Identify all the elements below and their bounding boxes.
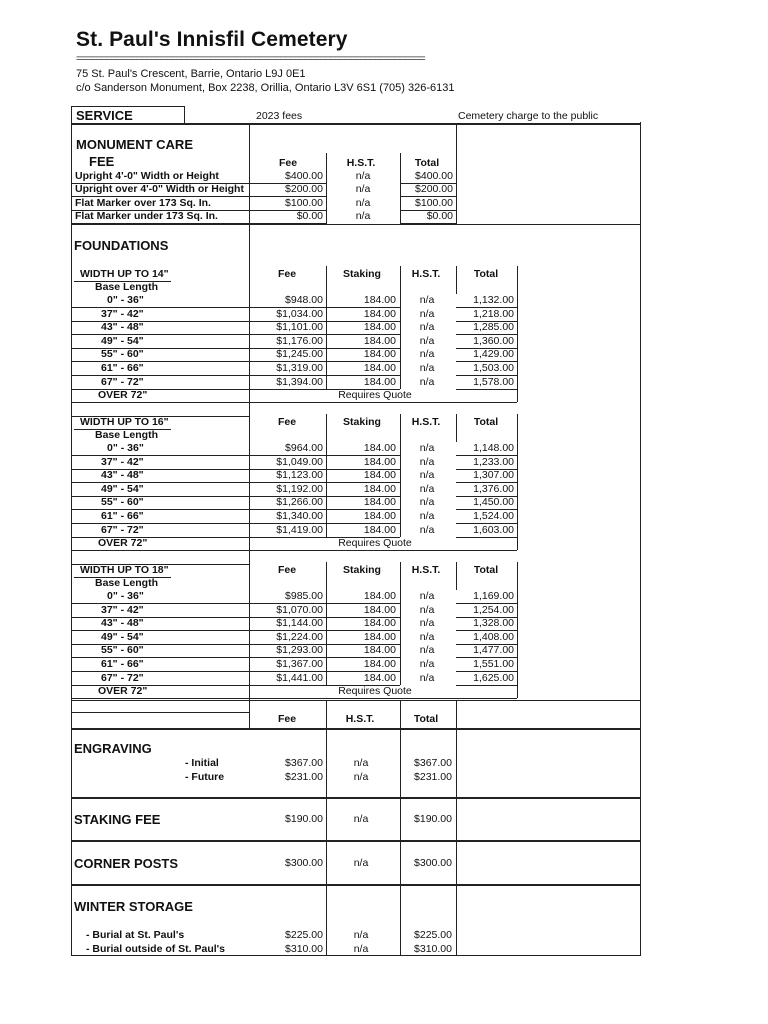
table-rule: [400, 590, 401, 685]
section-divider: [71, 728, 640, 730]
foundation-fee: $1,367.00: [276, 658, 323, 670]
foundation-range: 61" - 66": [101, 510, 144, 522]
foundation-range: 49" - 54": [101, 482, 144, 495]
foundation-staking-col: Staking: [343, 416, 381, 428]
corner-fee: $300.00: [285, 857, 323, 869]
foundation-hst: n/a: [419, 671, 435, 684]
winter-row-label: - Burial outside of St. Paul's: [86, 943, 226, 955]
foundation-fee: $1,070.00: [276, 603, 323, 616]
foundation-total: 1,218.00: [473, 307, 514, 320]
foundation-hst: n/a: [419, 603, 435, 616]
monument-total: $100.00: [415, 197, 453, 209]
table-rule: [400, 153, 401, 169]
foundation-hst: n/a: [419, 658, 435, 670]
monument-total: $400.00: [415, 170, 453, 182]
winter-fee: $310.00: [285, 943, 323, 955]
foundation-staking: 184.00: [363, 321, 396, 334]
foundation-total: 1,477.00: [473, 644, 514, 657]
foundation-range: 55" - 60": [101, 348, 144, 361]
table-rule: [71, 106, 184, 107]
table-rule: [400, 169, 401, 224]
foundation-staking: 184.00: [363, 455, 396, 468]
foundation-hst: n/a: [419, 348, 435, 361]
winter-row-label: - Burial at St. Paul's: [86, 929, 185, 941]
winter-storage-title: WINTER STORAGE: [74, 899, 193, 914]
engraving-hst: n/a: [353, 771, 369, 783]
winter-hst: n/a: [353, 943, 369, 955]
table-rule: [326, 562, 327, 590]
foundation-fee: $1,340.00: [276, 510, 323, 522]
base-length-label: Base Length: [95, 577, 159, 589]
foundation-staking: 184.00: [363, 362, 396, 374]
table-rule: [326, 169, 327, 224]
monument-row-label: Upright 4'-0" Width or Height: [75, 170, 219, 182]
monument-row-label: Upright over 4'-0" Width or Height: [75, 183, 244, 195]
staking-fee: $190.00: [285, 813, 323, 825]
foundation-hst: n/a: [419, 307, 435, 320]
foundation-range: 43" - 48": [101, 617, 144, 630]
table-rule: [400, 562, 401, 590]
contact-address: c/o Sanderson Monument, Box 2238, Orillia, Ontario L3V 6S1 (705) 326-6131: [76, 82, 455, 94]
table-rule: [71, 224, 640, 225]
foundation-hst: n/a: [419, 455, 435, 468]
foundation-fee: $1,034.00: [276, 307, 323, 320]
foundation-total: 1,169.00: [473, 590, 514, 602]
foundation-total: 1,524.00: [473, 510, 514, 522]
foundation-range: 37" - 42": [101, 603, 144, 616]
foundation-fee: $964.00: [285, 442, 323, 454]
foundation-fee: $1,266.00: [276, 496, 323, 509]
foundation-total: 1,254.00: [473, 603, 514, 616]
base-length-label: Base Length: [95, 281, 159, 293]
document-title: St. Paul's Innisfil Cemetery: [76, 28, 348, 51]
table-rule: [400, 294, 401, 389]
table-rule: [517, 414, 518, 442]
engraving-row-label: - Future: [185, 771, 225, 783]
foundation-hst: n/a: [419, 294, 435, 306]
foundation-fee: $1,123.00: [276, 469, 323, 482]
foundation-total: 1,307.00: [473, 469, 514, 482]
table-rule: [326, 153, 327, 169]
foundation-staking: 184.00: [363, 644, 396, 657]
foundation-fee: $1,394.00: [276, 375, 323, 388]
table-rule: [400, 700, 401, 956]
foundation-staking: 184.00: [363, 617, 396, 630]
monument-hst: n/a: [355, 183, 371, 195]
table-rule: [71, 550, 517, 551]
foundation-staking: 184.00: [363, 496, 396, 509]
foundation-hst: n/a: [419, 617, 435, 630]
fees-year-header: 2023 fees: [256, 110, 303, 122]
corner-hst: n/a: [353, 857, 369, 869]
base-length-label: Base Length: [95, 429, 159, 441]
monument-total-col: Total: [414, 157, 440, 169]
section-divider: [71, 123, 640, 125]
table-rule: [400, 442, 401, 537]
foundation-total: 1,148.00: [473, 442, 514, 454]
foundation-range: 49" - 54": [101, 334, 144, 347]
foundation-fee: $1,441.00: [276, 671, 323, 684]
table-rule: [71, 955, 640, 956]
table-rule: [456, 266, 457, 294]
monument-fee: $200.00: [285, 183, 323, 195]
foundation-range: 67" - 72": [101, 671, 144, 684]
foundation-range: 61" - 66": [101, 362, 144, 374]
foundation-total: 1,360.00: [473, 334, 514, 347]
foundation-fee: $1,049.00: [276, 455, 323, 468]
foundation-total: 1,328.00: [473, 617, 514, 630]
foundation-total: 1,450.00: [473, 496, 514, 509]
table-rule: [517, 294, 518, 402]
table-rule: [456, 562, 457, 590]
foundation-total: 1,625.00: [473, 671, 514, 684]
table-rule: [456, 389, 517, 390]
foundation-range: 43" - 48": [101, 321, 144, 334]
cemetery-address: 75 St. Paul's Crescent, Barrie, Ontario L9J 0E1: [76, 68, 306, 80]
foundation-staking: 184.00: [363, 294, 396, 306]
foundation-fee: $1,319.00: [276, 362, 323, 374]
service-header: SERVICE: [76, 108, 133, 123]
table-rule: [326, 266, 327, 294]
foundation-fee: $1,101.00: [276, 321, 323, 334]
monument-fee-col: Fee: [278, 157, 298, 169]
monument-care-fee-title: FEE: [89, 154, 115, 169]
winter-fee: $225.00: [285, 929, 323, 941]
foundation-total: 1,233.00: [473, 455, 514, 468]
foundation-hst: n/a: [419, 321, 435, 334]
foundation-fee-col: Fee: [277, 268, 297, 280]
foundation-total: 1,285.00: [473, 321, 514, 334]
foundation-fee: $1,176.00: [276, 334, 323, 347]
table-rule: [456, 700, 457, 956]
requires-quote: Requires Quote: [338, 685, 412, 698]
engraving-total: $367.00: [414, 757, 452, 769]
foundation-width-label: WIDTH UP TO 14": [80, 268, 169, 280]
foundation-range: 67" - 72": [101, 523, 144, 536]
foundation-hst-col: H.S.T.: [411, 564, 441, 576]
monument-total: $0.00: [426, 210, 453, 222]
foundation-fee: $1,245.00: [276, 348, 323, 361]
public-charge-header: Cemetery charge to the public: [458, 110, 599, 122]
foundation-total: 1,429.00: [473, 348, 514, 361]
winter-total: $310.00: [414, 943, 452, 955]
engraving-hst: n/a: [353, 757, 369, 769]
table-rule: [517, 562, 518, 590]
lower-total-col: Total: [413, 713, 439, 725]
foundation-range: 43" - 48": [101, 469, 144, 482]
table-rule: [71, 712, 249, 713]
foundation-fee: $1,192.00: [276, 482, 323, 495]
winter-total: $225.00: [414, 929, 452, 941]
table-rule: [517, 266, 518, 294]
foundation-staking: 184.00: [363, 671, 396, 684]
foundation-range: 67" - 72": [101, 375, 144, 388]
foundation-hst-col: H.S.T.: [411, 416, 441, 428]
table-rule: [326, 414, 327, 442]
table-rule: [184, 106, 185, 123]
section-divider: [71, 840, 640, 842]
staking-fee-title: STAKING FEE: [74, 812, 161, 827]
foundation-total-col: Total: [473, 268, 499, 280]
foundation-staking: 184.00: [363, 482, 396, 495]
monument-hst: n/a: [355, 170, 371, 182]
foundation-staking: 184.00: [363, 590, 396, 602]
table-rule: [400, 414, 401, 442]
over-72-label: OVER 72": [98, 537, 148, 550]
foundation-staking: 184.00: [363, 442, 396, 454]
over-72-label: OVER 72": [98, 685, 148, 698]
foundation-total-col: Total: [473, 416, 499, 428]
foundation-range: 55" - 60": [101, 644, 144, 657]
table-rule: [640, 122, 641, 956]
winter-hst: n/a: [353, 929, 369, 941]
monument-hst: n/a: [355, 210, 371, 222]
foundation-fee: $1,144.00: [276, 617, 323, 630]
foundation-staking: 184.00: [363, 630, 396, 643]
foundation-hst: n/a: [419, 590, 435, 602]
monument-fee: $0.00: [296, 210, 323, 222]
foundation-total: 1,603.00: [473, 523, 514, 536]
foundation-staking-col: Staking: [343, 268, 381, 280]
lower-hst-col: H.S.T.: [345, 713, 375, 725]
foundation-hst: n/a: [419, 469, 435, 482]
table-rule: [326, 590, 327, 685]
foundation-hst: n/a: [419, 442, 435, 454]
foundation-range: 0" - 36": [107, 590, 144, 602]
table-rule: [400, 266, 401, 294]
foundation-range: 55" - 60": [101, 496, 144, 509]
foundation-width-label: WIDTH UP TO 16": [80, 416, 169, 428]
foundation-fee: $948.00: [285, 294, 323, 306]
requires-quote: Requires Quote: [338, 389, 412, 402]
monument-care-title: MONUMENT CARE: [76, 137, 193, 152]
foundation-hst: n/a: [419, 510, 435, 522]
foundation-hst: n/a: [419, 496, 435, 509]
monument-hst: n/a: [355, 197, 371, 209]
monument-row-label: Flat Marker under 173 Sq. In.: [75, 210, 218, 222]
section-divider: [71, 884, 640, 886]
staking-hst: n/a: [353, 813, 369, 825]
foundation-total-col: Total: [473, 564, 499, 576]
engraving-row-label: - Initial: [185, 757, 219, 769]
foundation-hst: n/a: [419, 523, 435, 536]
title-divider: ======================================================================: [76, 54, 425, 65]
table-rule: [456, 537, 517, 538]
foundation-range: 61" - 66": [101, 658, 144, 670]
foundations-title: FOUNDATIONS: [74, 238, 169, 253]
table-rule: [517, 442, 518, 550]
table-rule: [326, 442, 327, 537]
foundation-fee-col: Fee: [277, 564, 297, 576]
table-rule: [71, 106, 72, 956]
table-rule: [517, 590, 518, 698]
foundation-hst: n/a: [419, 644, 435, 657]
engraving-title: ENGRAVING: [74, 741, 152, 756]
foundation-total: 1,408.00: [473, 630, 514, 643]
foundation-width-label: WIDTH UP TO 18": [80, 564, 169, 576]
over-72-label: OVER 72": [98, 389, 148, 402]
table-rule: [456, 414, 457, 442]
foundation-fee: $985.00: [285, 590, 323, 602]
foundation-fee-col: Fee: [277, 416, 297, 428]
foundation-hst: n/a: [419, 334, 435, 347]
lower-fee-col: Fee: [277, 713, 297, 725]
table-rule: [71, 402, 517, 403]
foundation-range: 0" - 36": [107, 442, 144, 454]
monument-hst-col: H.S.T.: [346, 157, 376, 169]
foundation-staking: 184.00: [363, 469, 396, 482]
foundation-hst: n/a: [419, 362, 435, 374]
table-rule: [456, 685, 517, 686]
foundation-hst: n/a: [419, 630, 435, 643]
foundation-staking: 184.00: [363, 375, 396, 388]
engraving-total: $231.00: [414, 771, 452, 783]
foundation-fee: $1,293.00: [276, 644, 323, 657]
engraving-fee: $367.00: [285, 757, 323, 769]
foundation-staking: 184.00: [363, 334, 396, 347]
foundation-range: 0" - 36": [107, 294, 144, 306]
table-rule: [326, 294, 327, 389]
foundation-total: 1,132.00: [473, 294, 514, 306]
foundation-total: 1,376.00: [473, 482, 514, 495]
foundation-total: 1,503.00: [473, 362, 514, 374]
foundation-hst: n/a: [419, 482, 435, 495]
table-rule: [326, 700, 327, 956]
foundation-staking: 184.00: [363, 510, 396, 522]
monument-row-label: Flat Marker over 173 Sq. In.: [75, 197, 211, 209]
engraving-fee: $231.00: [285, 771, 323, 783]
foundation-range: 49" - 54": [101, 630, 144, 643]
foundation-range: 37" - 42": [101, 455, 144, 468]
monument-fee: $400.00: [285, 170, 323, 182]
foundation-hst: n/a: [419, 375, 435, 388]
foundation-staking: 184.00: [363, 307, 396, 320]
corner-total: $300.00: [414, 857, 452, 869]
monument-fee: $100.00: [285, 197, 323, 209]
table-rule: [71, 700, 640, 701]
foundation-hst-col: H.S.T.: [411, 268, 441, 280]
foundation-total: 1,578.00: [473, 375, 514, 388]
section-divider: [71, 797, 640, 799]
foundation-fee: $1,419.00: [276, 523, 323, 536]
foundation-staking: 184.00: [363, 348, 396, 361]
corner-posts-title: CORNER POSTS: [74, 856, 179, 871]
table-rule: [456, 123, 457, 224]
foundation-staking: 184.00: [363, 603, 396, 616]
foundation-total: 1,551.00: [473, 658, 514, 670]
foundation-staking-col: Staking: [343, 564, 381, 576]
monument-total: $200.00: [415, 183, 453, 195]
requires-quote: Requires Quote: [338, 537, 412, 550]
foundation-staking: 184.00: [363, 523, 396, 536]
foundation-fee: $1,224.00: [276, 630, 323, 643]
staking-total: $190.00: [414, 813, 452, 825]
foundation-range: 37" - 42": [101, 307, 144, 320]
foundation-staking: 184.00: [363, 658, 396, 670]
